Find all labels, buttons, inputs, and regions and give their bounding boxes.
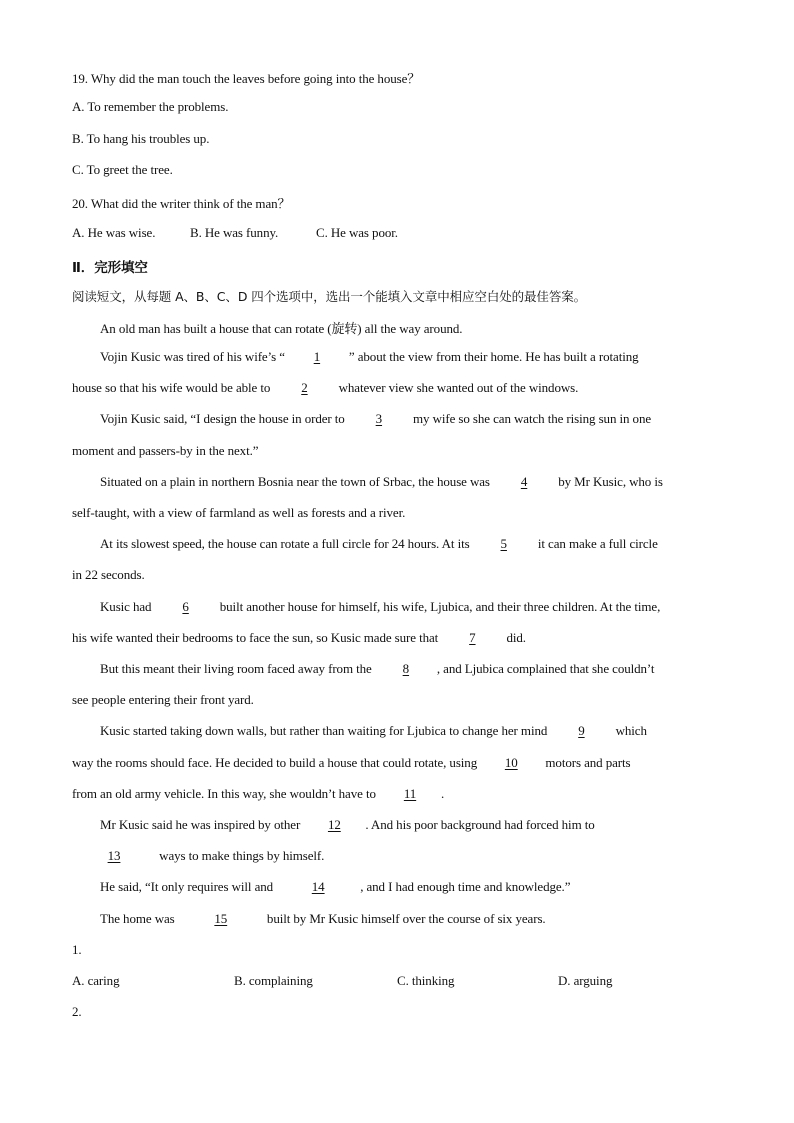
passage-line: He said, “It only requires will and 14 , and I had enough time and knowledge.” xyxy=(100,879,571,894)
blank-10: 10 xyxy=(504,755,518,770)
blank-2: 2 xyxy=(301,380,308,395)
blank-11: 11 xyxy=(403,786,417,801)
passage-line: moment and passers-by in the next.” xyxy=(72,443,259,458)
question-number-2: 2. xyxy=(72,1004,82,1019)
passage-line: from an old army vehicle. In this way, she wouldn’t have to 11 . xyxy=(72,786,445,801)
q1-option-a: A. caring xyxy=(72,973,120,988)
passage-p1: An old man has built a house that can rotate (旋转) all the way around. xyxy=(100,321,463,336)
question-number-1: 1. xyxy=(72,942,82,957)
passage-line: in 22 seconds. xyxy=(72,567,145,582)
passage-line: self-taught, with a view of farmland as well as forests and a river. xyxy=(72,505,406,520)
q1-option-d: D. arguing xyxy=(558,973,613,988)
passage-line: Kusic started taking down walls, but rather than waiting for Ljubica to change her mind 9 which xyxy=(100,723,647,738)
passage-line: Vojin Kusic said, “I design the house in order to 3 my wife so she can watch the rising sun in one xyxy=(100,411,652,426)
q1-option-b: B. complaining xyxy=(234,973,313,988)
passage-line: house so that his wife would be able to 2 whatever view she wanted out of the windows. xyxy=(72,380,579,395)
passage-line: 13 ways to make things by himself. xyxy=(72,848,324,864)
passage-line: way the rooms should face. He decided to build a house that could rotate, using 10 motors and parts xyxy=(72,755,631,770)
blank-8: 8 xyxy=(402,661,410,676)
blank-4: 4 xyxy=(520,474,528,489)
q19-option-b: B. To hang his troubles up. xyxy=(72,131,210,146)
passage-line: Mr Kusic said he was inspired by other 12 . And his poor background had forced him to xyxy=(100,817,595,832)
passage-line: his wife wanted their bedrooms to face the sun, so Kusic made sure that 7 did. xyxy=(72,630,526,645)
q20-option-b: B. He was funny. xyxy=(190,225,279,240)
section-heading: Ⅱ．完形填空 xyxy=(72,260,148,276)
blank-6: 6 xyxy=(182,599,189,614)
blank-9: 9 xyxy=(578,723,585,738)
passage-line: At its slowest speed, the house can rotate a full circle for 24 hours. At its 5 it can make a full circle xyxy=(100,536,658,551)
section-instruction: 阅读短文，从每题 A、B、C、D 四个选项中，选出一个能填入文章中相应空白处的最佳答案。 xyxy=(72,289,587,304)
blank-1: 1 xyxy=(313,349,321,364)
passage-line: The home was 15 built by Mr Kusic himself over the course of six years. xyxy=(100,911,546,926)
q20-option-c: C. He was poor. xyxy=(316,225,398,240)
q20-stem: 20. What did the writer think of the man？ xyxy=(72,196,291,211)
blank-12: 12 xyxy=(327,817,341,832)
blank-7: 7 xyxy=(469,630,476,645)
passage-line: Vojin Kusic was tired of his wife’s “ 1 ” about the view from their home. He has built a rotating xyxy=(100,349,639,364)
blank-3: 3 xyxy=(375,411,383,426)
passage-line: But this meant their living room faced away from the 8 , and Ljubica complained that she couldn’t xyxy=(100,661,655,676)
q1-option-c: C. thinking xyxy=(397,973,455,988)
blank-13: 13 xyxy=(107,848,121,863)
q19-option-a: A. To remember the problems. xyxy=(72,99,229,114)
q19-stem: 19. Why did the man touch the leaves before going into the house？ xyxy=(72,71,421,86)
passage-line: Kusic had 6 built another house for himself, his wife, Ljubica, and their three children. At the time, xyxy=(100,599,661,614)
passage-line: see people entering their front yard. xyxy=(72,692,254,707)
q20-option-a: A. He was wise. xyxy=(72,225,156,240)
blank-15: 15 xyxy=(214,911,228,926)
q19-option-c: C. To greet the tree. xyxy=(72,162,173,177)
passage-line: Situated on a plain in northern Bosnia near the town of Srbac, the house was 4 by Mr Kusic, who is xyxy=(100,474,663,489)
blank-5: 5 xyxy=(500,536,507,551)
blank-14: 14 xyxy=(311,879,325,894)
